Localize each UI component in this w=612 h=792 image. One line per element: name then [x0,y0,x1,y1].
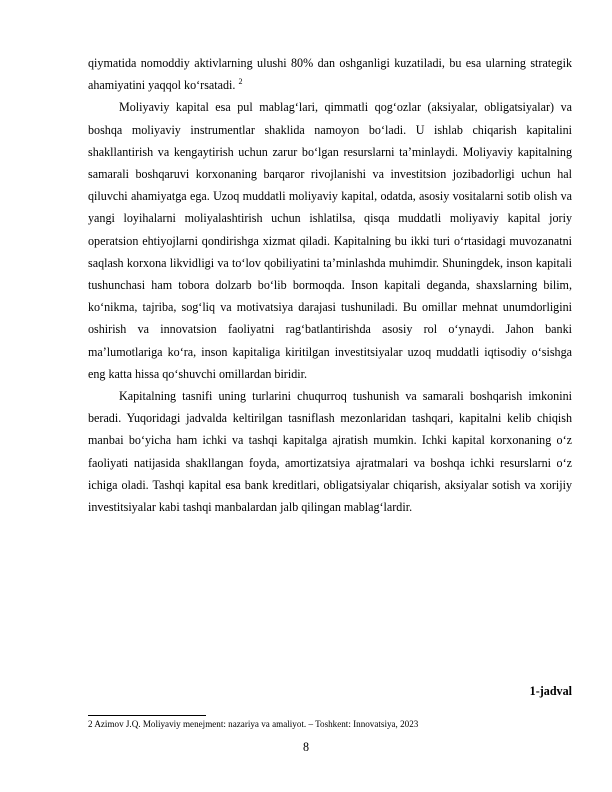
footnote: 2 Azimov J.Q. Moliyaviy menejment: nazariya va amaliyot. – Toshkent: Innovatsiya, 2023 [88,719,419,729]
page-body [88,52,572,518]
paragraph-1 [88,52,572,96]
footnote-divider [88,715,206,716]
paragraph-3: Kapitalning tasnifi uning turlarini chuqurroq tushunish va samarali boshqarish imkonini beradi. Yuqoridagi jadvalda keltirilgan tasniflash mezonlaridan tashqari, kapitalni kelib chiqish manbai bo‘yicha ham ichki va tashqi kapitalga ajratish mumkin. Ichki kapital korxonaning o‘z faoliyati natijasida shakllangan foyda, amortizatsiya ajratmalari va boshqa ichki resurslarni o‘z ichiga oladi. Tashqi kapital esa bank kreditlari, obligatsiyalar chiqarish, aksiyalar sotish va xorijiy investitsiyalar kabi tashqi manbalardan jalb qilingan mablag‘lardir. [88,389,572,515]
paragraph-1-text: qiymatida nomoddiy aktivlarning ulushi 80% dan oshganligi kuzatiladi, bu esa ularning strategik ahamiyatini yaqqol ko‘rsatadi. [88,56,572,93]
footnote-reference[interactable]: 2 [238,77,243,87]
page-number: 8 [302,740,310,754]
table-label: 1-jadval [529,684,572,698]
paragraph-2: Moliyaviy kapital esa pul mablag‘lari, qimmatli qog‘ozlar (aksiyalar, obligatsiyalar) va boshqa moliyaviy instrumentlar shaklida namoyon bo‘ladi. U ishlab chiqarish kapitalini shakllantirish va kengaytirish uchun zarur bo‘lgan resurslarni ta’minlaydi. Moliyaviy kapitalning samarali boshqaruvi korxonaning barqaror rivojlanishi va investitsion jozibadorligi uchun hal qiluvchi ahamiyatga ega. Uzoq muddatli moliyaviy kapital, odatda, asosiy vositalarni sotib olish va yangi loyihalarni moliyalashtirish uchun ishlatilsa, qisqa muddatli moliyaviy kapital joriy operatsion ehtiyojlarni qondirishga xizmat qiladi. Kapitalning bu ikki turi o‘rtasidagi muvozanatni saqlash korxona likvidligi va to‘lov qobiliyatini ta’minlashda muhimdir. Shuningdek, inson kapitali tushunchasi ham tobora dolzarb bo‘lib bormoqda. Inson kapitali deganda, shaxslarning bilim, ko‘nikma, tajriba, sog‘liq va motivatsiya darajasi tushuniladi. Bu omillar mehnat unumdorligini oshirish va innovatsion faoliyatni rag‘batlantirishda asosiy rol o‘ynaydi. Jahon banki ma’lumotlariga ko‘ra, inson kapitaliga kiritilgan investitsiyalar uzoq muddatli iqtisodiy o‘sishga eng katta hissa qo‘shuvchi omillardan biridir. [88,100,572,381]
